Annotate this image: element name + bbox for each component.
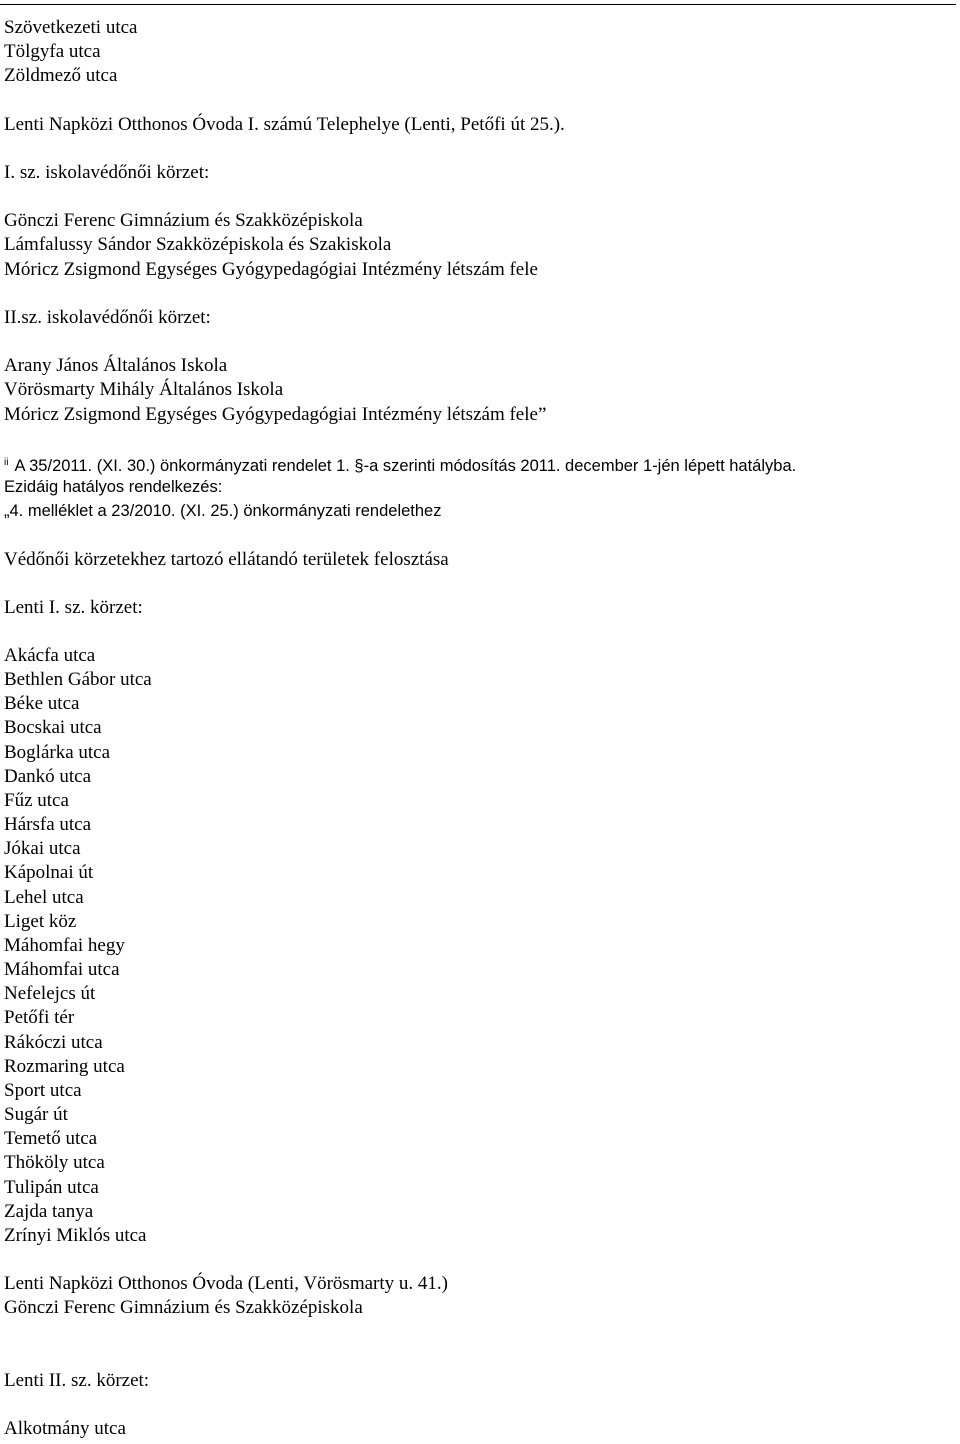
list-item: Gönczi Ferenc Gimnázium és Szakközépiskola xyxy=(4,210,363,231)
list-item: Arany János Általános Iskola xyxy=(4,355,228,376)
list-item: Lámfalussy Sándor Szakközépiskola és Szakiskola xyxy=(4,234,392,255)
street-item: Boglárka utca xyxy=(4,742,111,763)
street-item: Dankó utca xyxy=(4,766,92,787)
list-item: Zöldmező utca xyxy=(4,65,118,86)
street-item: Béke utca xyxy=(4,693,80,714)
street-item: Kápolnai út xyxy=(4,862,94,883)
annex-subtitle: Védőnői körzetekhez tartozó ellátandó területek felosztása xyxy=(4,549,449,570)
annex-title: „4. melléklet a 23/2010. (XI. 25.) önkormányzati rendelethez xyxy=(4,502,442,520)
street-item: Sugár út xyxy=(4,1104,68,1125)
list-item: Szövetkezeti utca xyxy=(4,17,138,38)
street-item: Akácfa utca xyxy=(4,645,96,666)
street-item: Lehel utca xyxy=(4,887,84,908)
footnote-line-2: Ezidáig hatályos rendelkezés: xyxy=(4,478,223,496)
school-district-2-heading: II.sz. iskolavédőnői körzet: xyxy=(4,307,211,328)
street-item: Hársfa utca xyxy=(4,814,92,835)
street-item: Rákóczi utca xyxy=(4,1032,103,1053)
list-item: Móricz Zsigmond Egységes Gyógypedagógiai Intézmény létszám fele xyxy=(4,259,538,280)
street-item: Máhomfai hegy xyxy=(4,935,125,956)
institution-item: Gönczi Ferenc Gimnázium és Szakközépiskola xyxy=(4,1297,363,1318)
footnote-text: A 35/2011. (XI. 30.) önkormányzati rendelet 1. §-a szerinti módosítás 2011. december 1-jén lépett hatályba. xyxy=(14,457,797,475)
street-item: Rozmaring utca xyxy=(4,1056,125,1077)
street-item: Sport utca xyxy=(4,1080,82,1101)
street-item: Jókai utca xyxy=(4,838,81,859)
street-item: Zajda tanya xyxy=(4,1201,94,1222)
kindergarten-site: Lenti Napközi Otthonos Óvoda I. számú Telephelye (Lenti, Petőfi út 25.). xyxy=(4,114,565,135)
institution-item: Lenti Napközi Otthonos Óvoda (Lenti, Vörösmarty u. 41.) xyxy=(4,1273,448,1294)
street-item: Tulipán utca xyxy=(4,1177,99,1198)
street-item: Zrínyi Miklós utca xyxy=(4,1225,147,1246)
street-item: Liget köz xyxy=(4,911,77,932)
street-item: Máhomfai utca xyxy=(4,959,120,980)
district-2-heading: Lenti II. sz. körzet: xyxy=(4,1370,150,1391)
street-item: Alkotmány utca xyxy=(4,1418,126,1439)
street-item: Bethlen Gábor utca xyxy=(4,669,152,690)
list-item: Tölgyfa utca xyxy=(4,41,101,62)
district-1-heading: Lenti I. sz. körzet: xyxy=(4,597,143,618)
street-item: Bocskai utca xyxy=(4,717,102,738)
street-item: Nefelejcs út xyxy=(4,983,96,1004)
footnote-marker: ii xyxy=(4,457,9,468)
school-district-1-heading: I. sz. iskolavédőnői körzet: xyxy=(4,162,210,183)
list-item: Vörösmarty Mihály Általános Iskola xyxy=(4,379,284,400)
street-item: Thököly utca xyxy=(4,1152,105,1173)
street-item: Petőfi tér xyxy=(4,1007,75,1028)
list-item: Móricz Zsigmond Egységes Gyógypedagógiai Intézmény létszám fele” xyxy=(4,404,547,425)
street-item: Temető utca xyxy=(4,1128,98,1149)
top-rule xyxy=(0,4,956,5)
street-item: Fűz utca xyxy=(4,790,69,811)
footnote-line-1 xyxy=(4,451,796,478)
